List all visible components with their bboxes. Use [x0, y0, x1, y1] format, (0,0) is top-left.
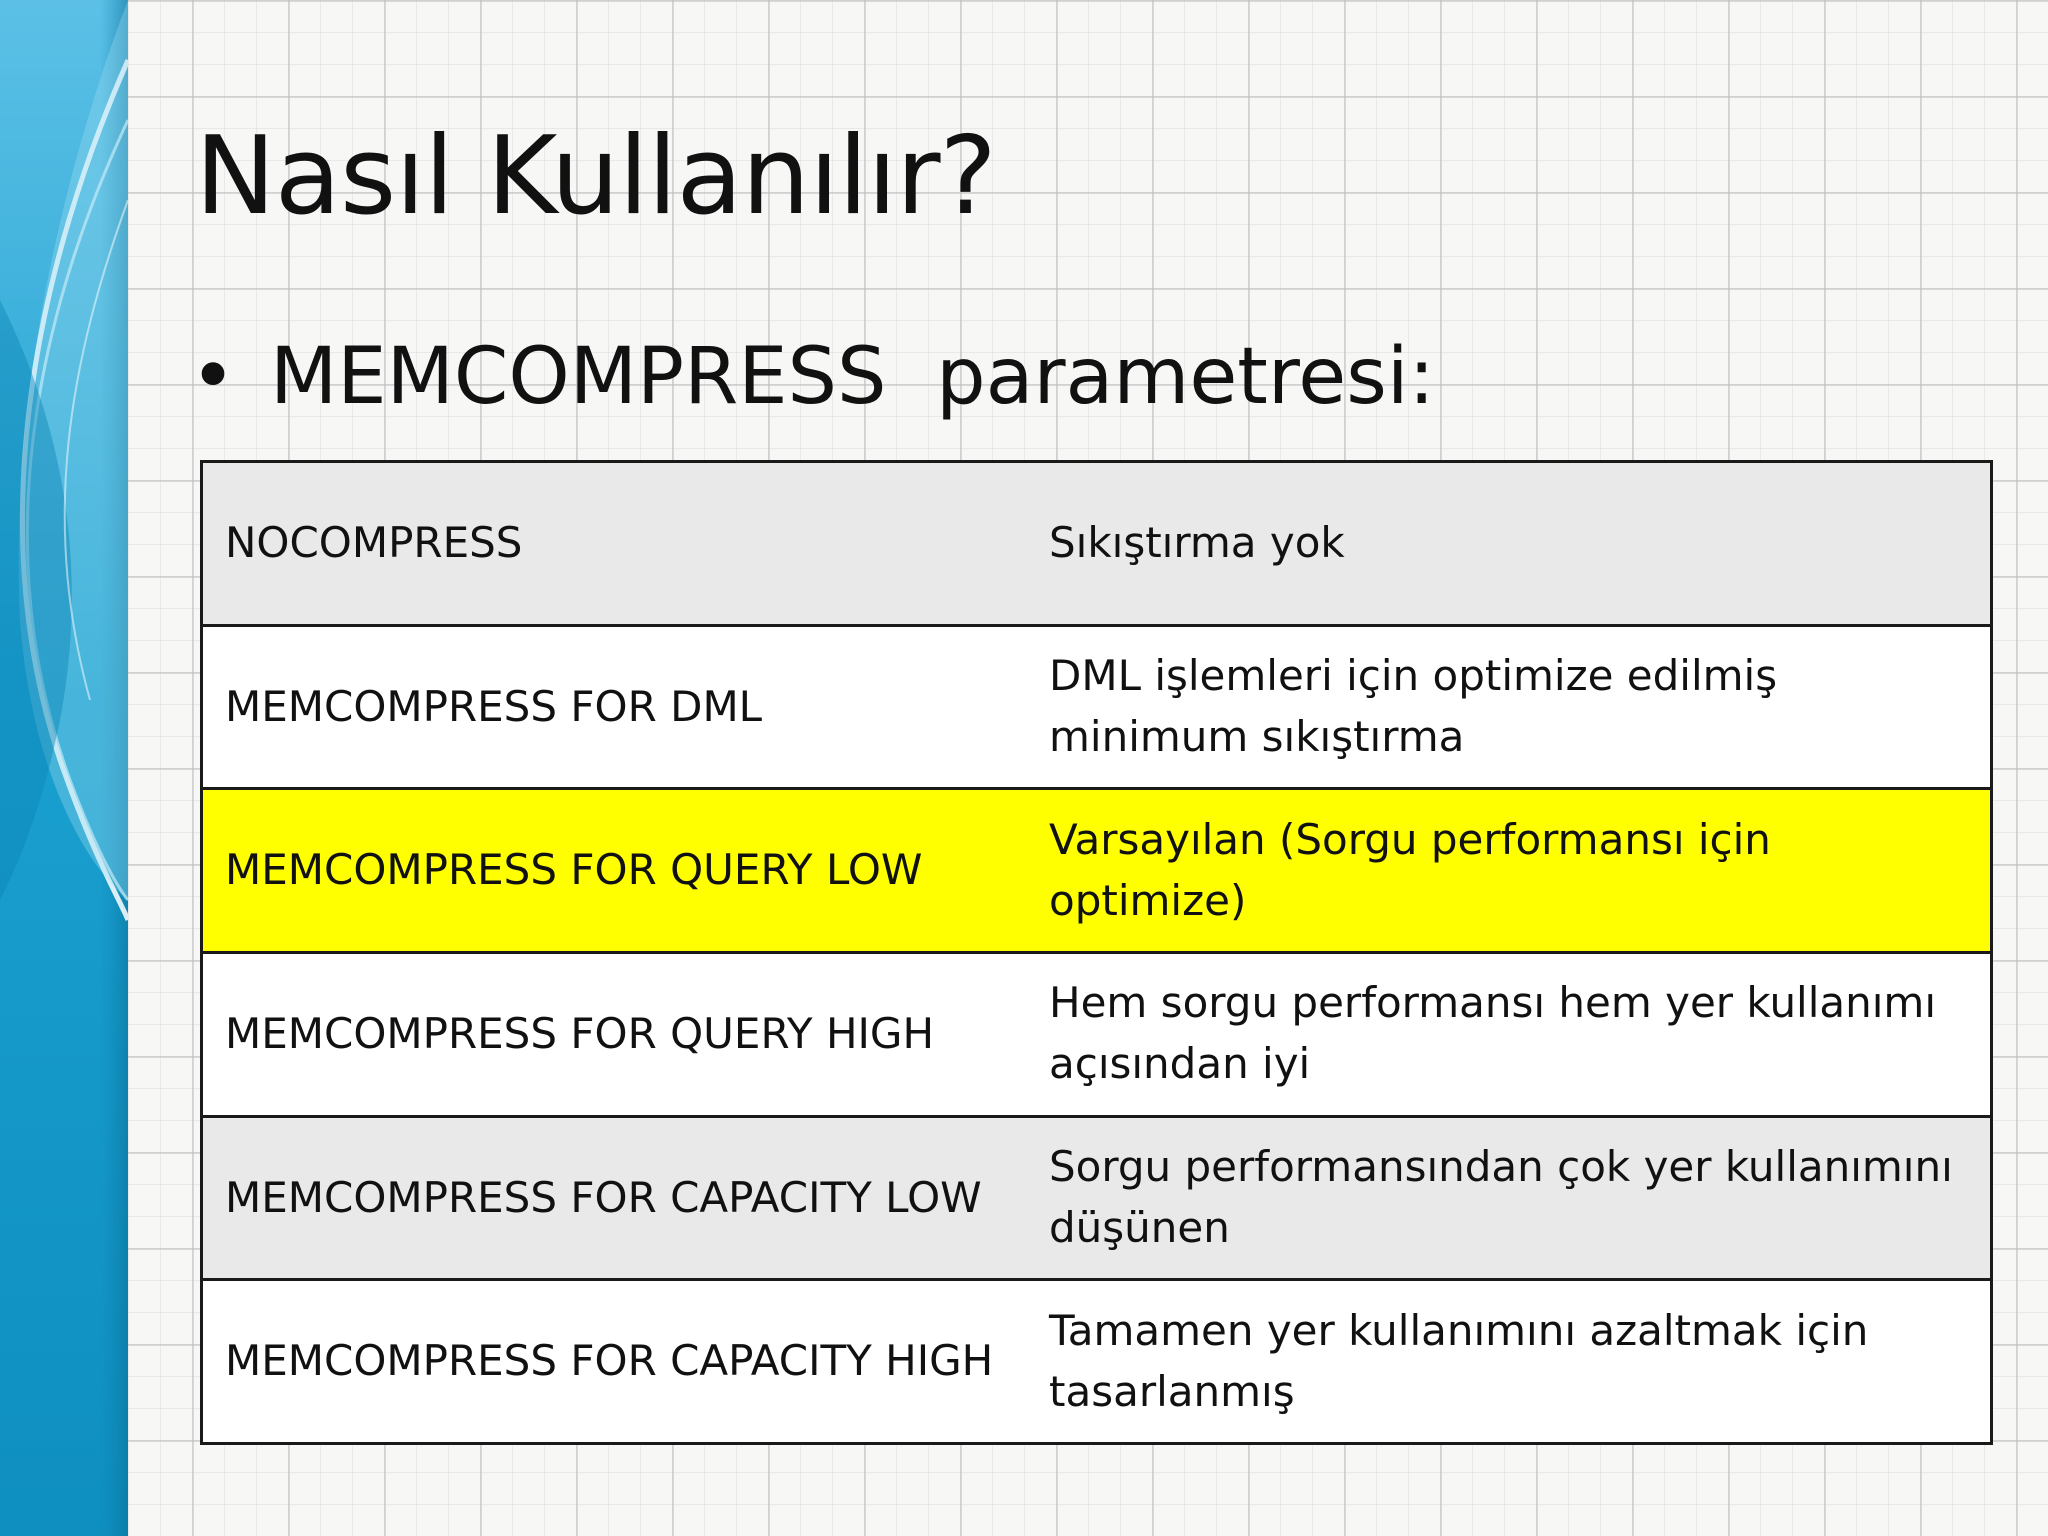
parameter-name-cell: MEMCOMPRESS FOR QUERY LOW [202, 789, 1028, 953]
parameter-name-cell: MEMCOMPRESS FOR QUERY HIGH [202, 952, 1028, 1116]
parameter-description-cell: Sıkıştırma yok [1027, 462, 1992, 626]
table-row [202, 1116, 1992, 1280]
parameter-table-container [200, 460, 1993, 1445]
parameter-name-cell: NOCOMPRESS [202, 462, 1028, 626]
memcompress-parameter-table [200, 460, 1993, 1445]
decorative-side-band [0, 0, 128, 1536]
slide-title: Nasıl Kullanılır? [195, 114, 996, 239]
parameter-description-cell: Sorgu performansından çok yer kullanımını düşünen [1027, 1116, 1992, 1280]
parameter-name-cell: MEMCOMPRESS FOR DML [202, 625, 1028, 789]
table-row [202, 625, 1992, 789]
bullet-item [190, 332, 1435, 422]
table-row [202, 952, 1992, 1116]
parameter-name-cell: MEMCOMPRESS FOR CAPACITY LOW [202, 1116, 1028, 1280]
table-row [202, 462, 1992, 626]
bullet-symbol: • [190, 332, 237, 422]
table-row-highlighted [202, 789, 1992, 953]
table-row [202, 1280, 1992, 1444]
parameter-description-cell: Varsayılan (Sorgu performansı için optimize) [1027, 789, 1992, 953]
parameter-name-cell: MEMCOMPRESS FOR CAPACITY HIGH [202, 1280, 1028, 1444]
wave-decoration [0, 0, 128, 1536]
bullet-text: MEMCOMPRESS parametresi: [270, 332, 1435, 422]
parameter-description-cell: Hem sorgu performansı hem yer kullanımı açısından iyi [1027, 952, 1992, 1116]
parameter-description-cell: DML işlemleri için optimize edilmiş minimum sıkıştırma [1027, 625, 1992, 789]
parameter-description-cell: Tamamen yer kullanımını azaltmak için tasarlanmış [1027, 1280, 1992, 1444]
